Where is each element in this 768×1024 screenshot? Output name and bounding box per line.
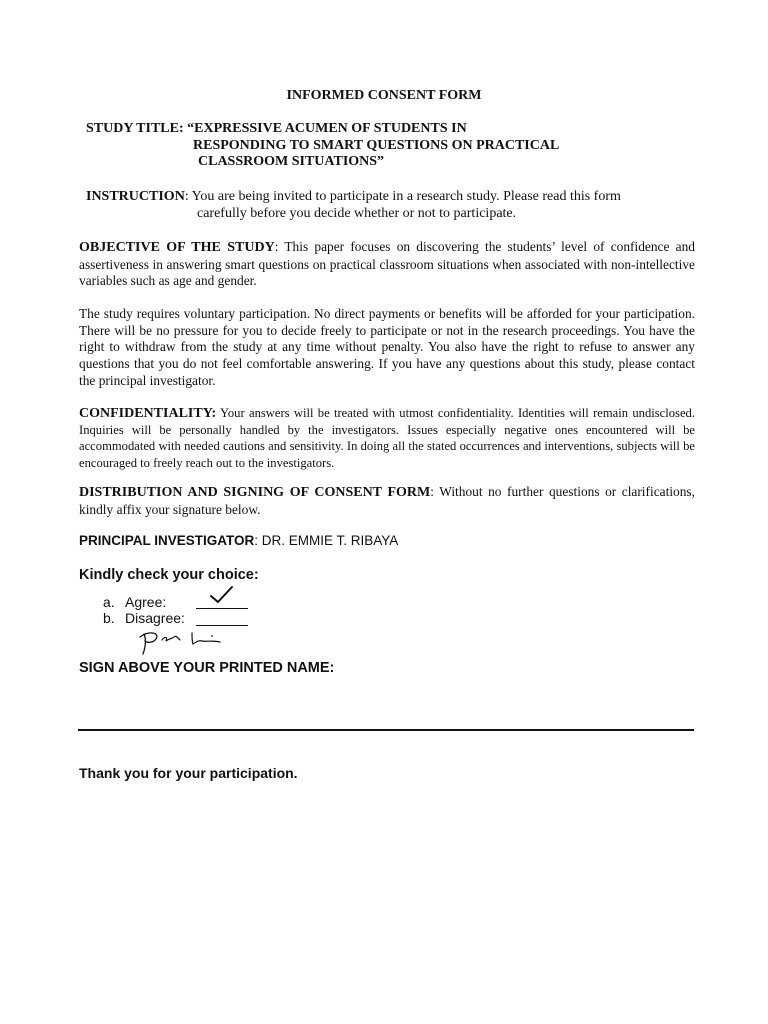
voluntary-paragraph: The study requires voluntary participation. No direct payments or benefits will be afforded for your participation. There will be no pressure for you to decide freely to participate or not in the research proceedings. You have the right to withdraw from the study at any time without penalty. You also have the right to refuse to answer any questions that you do not feel comfortable answering. If you have any questions about this study, please contact the principal investigator. bbox=[79, 306, 695, 388]
check-mark-icon bbox=[209, 585, 235, 605]
form-title: INFORMED CONSENT FORM bbox=[286, 88, 482, 103]
pi-value: : DR. EMMIE T. RIBAYA bbox=[254, 533, 399, 548]
pi-label: PRINCIPAL INVESTIGATOR bbox=[79, 533, 255, 548]
instruction-line-2: carefully before you decide whether or not to participate. bbox=[197, 206, 517, 221]
confidentiality-paragraph bbox=[79, 405, 695, 471]
objective-paragraph bbox=[79, 239, 695, 290]
signature-icon bbox=[136, 628, 228, 656]
confidentiality-label: CONFIDENTIALITY: bbox=[79, 406, 217, 421]
study-title-line-3: CLASSROOM SITUATIONS” bbox=[198, 154, 385, 169]
instruction-label: INSTRUCTION bbox=[86, 189, 185, 204]
study-title-line-1: STUDY TITLE: “EXPRESSIVE ACUMEN OF STUDENTS IN bbox=[86, 121, 467, 136]
option-b-marker: b. bbox=[103, 610, 115, 626]
option-b-label: Disagree: bbox=[125, 610, 185, 626]
distribution-label: DISTRIBUTION AND SIGNING OF CONSENT FORM bbox=[79, 485, 431, 500]
signature-line bbox=[78, 729, 694, 731]
confidentiality-text: Your answers will be treated with utmost confidentiality. Identities will remain undisclosed. Inquiries will be personally handled by the investigators. Issues especially negative ones encountered will be accommodated with needed cautions and sensitivity. In doing all the stated occurrences and interventions, subjects will be encouraged to freely reach out to the investigators. bbox=[79, 406, 695, 470]
instruction-line-1 bbox=[86, 189, 621, 205]
objective-text: : This paper focuses on discovering the students’ level of confidence and assertiveness in answering smart questions on practical classroom situations when associated with non-intellective variables such as age and gender. bbox=[79, 239, 695, 289]
sign-label: SIGN ABOVE YOUR PRINTED NAME: bbox=[79, 660, 335, 676]
principal-investigator bbox=[79, 533, 398, 548]
distribution-paragraph bbox=[79, 484, 695, 518]
option-a-label: Agree: bbox=[125, 594, 167, 610]
thanks-text: Thank you for your participation. bbox=[79, 765, 298, 781]
option-b-blank[interactable] bbox=[196, 610, 248, 626]
option-a-marker: a. bbox=[103, 594, 115, 610]
choice-prompt: Kindly check your choice: bbox=[79, 567, 259, 583]
study-title-line-2: RESPONDING TO SMART QUESTIONS ON PRACTICAL bbox=[193, 138, 560, 153]
instruction-text-1: : You are being invited to participate in a research study. Please read this form bbox=[184, 189, 621, 204]
distribution-text: : Without no further questions or clarifications, kindly affix your signature below. bbox=[79, 484, 695, 517]
objective-label: OBJECTIVE OF THE STUDY bbox=[79, 240, 275, 255]
